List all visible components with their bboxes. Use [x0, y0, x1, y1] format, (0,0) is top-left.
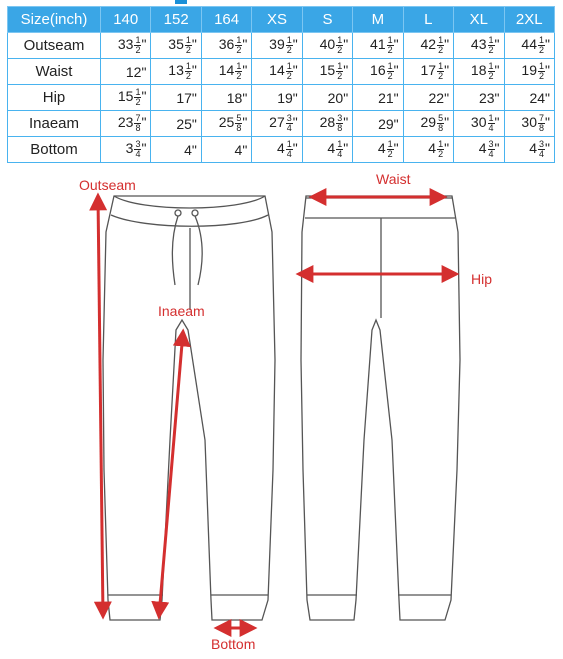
fraction-numerator: 7 [135, 113, 141, 123]
size-header-cell: 140 [101, 7, 151, 33]
fraction-denominator: 4 [286, 123, 292, 133]
whole-number: 18 [470, 62, 487, 79]
fraction-denominator: 8 [236, 123, 242, 133]
whole-number: 4 [478, 140, 487, 157]
table-row [8, 111, 555, 137]
whole-number: 25 [176, 115, 192, 132]
measurement-cell [302, 137, 352, 163]
inch-mark: " [191, 36, 197, 53]
measurement-cell [101, 33, 151, 59]
measurement-cell [252, 59, 302, 85]
fraction [286, 36, 293, 55]
inch-mark: " [343, 89, 349, 106]
fraction-denominator: 2 [185, 45, 191, 55]
measurement-cell [101, 85, 151, 111]
measurement-label: Bottom [8, 137, 101, 163]
inch-mark: " [545, 62, 550, 79]
fraction [286, 114, 293, 133]
inch-mark: " [292, 114, 298, 131]
fraction-denominator: 8 [135, 123, 141, 133]
fraction-denominator: 4 [539, 149, 545, 159]
inch-mark: " [191, 62, 197, 79]
fraction-numerator: 1 [438, 35, 444, 45]
inch-mark: " [191, 141, 197, 158]
measurement-cell [353, 137, 403, 163]
measurement-cell [302, 59, 352, 85]
inch-mark: " [141, 140, 147, 157]
inch-mark: " [292, 62, 298, 79]
whole-number: 15 [117, 88, 134, 105]
fraction-numerator: 1 [387, 35, 393, 45]
fraction-denominator: 4 [337, 149, 343, 159]
inch-mark: " [242, 36, 248, 53]
whole-number: 40 [319, 36, 336, 53]
fraction-denominator: 8 [438, 123, 444, 133]
whole-number: 20 [327, 89, 344, 106]
measurement-cell [151, 33, 201, 59]
whole-number: 3 [125, 140, 134, 157]
size-header-cell: XL [454, 7, 504, 33]
whole-number: 30 [470, 114, 487, 131]
table-row [8, 33, 555, 59]
fraction-numerator: 1 [387, 139, 393, 149]
inch-mark: " [242, 114, 248, 131]
table-header-row [8, 7, 555, 33]
whole-number: 22 [428, 89, 445, 106]
fraction-denominator: 2 [488, 45, 494, 55]
whole-number: 27 [269, 114, 285, 131]
fraction-denominator: 2 [286, 71, 292, 81]
fraction-denominator: 2 [286, 45, 292, 55]
fraction-numerator: 5 [236, 113, 242, 123]
waist-label: Waist [376, 171, 411, 187]
whole-number: 25 [218, 114, 235, 131]
measurement-cell [353, 59, 403, 85]
fraction [488, 62, 495, 81]
fraction-numerator: 1 [135, 35, 141, 45]
measurement-cell [151, 85, 201, 111]
fraction-numerator: 3 [135, 139, 141, 149]
measurement-cell [101, 137, 151, 163]
inseam-arrow [159, 332, 183, 616]
whole-number: 4 [276, 140, 285, 157]
measurement-label: Inaeam [8, 111, 101, 137]
inch-mark: " [494, 140, 500, 157]
whole-number: 14 [269, 62, 285, 79]
inch-mark: " [141, 63, 147, 80]
inch-mark: " [393, 62, 399, 79]
fraction-numerator: 3 [337, 113, 343, 123]
fraction-denominator: 2 [387, 149, 393, 159]
measurement-cell [504, 85, 555, 111]
inch-mark: " [444, 36, 450, 53]
whole-number: 4 [377, 140, 386, 157]
inch-mark: " [444, 140, 450, 157]
measurement-cell [353, 111, 403, 137]
fraction-numerator: 1 [185, 61, 191, 71]
inch-mark: " [494, 62, 500, 79]
fraction-numerator: 1 [236, 61, 242, 71]
drawstring-eyelet-right [192, 210, 198, 216]
fraction-denominator: 2 [539, 71, 545, 81]
fraction-numerator: 1 [185, 35, 191, 45]
fraction-numerator: 1 [438, 61, 444, 71]
fraction [538, 36, 545, 55]
measurement-cell [504, 137, 555, 163]
measurement-cell [403, 85, 453, 111]
inch-mark: " [343, 36, 349, 53]
whole-number: 4 [428, 140, 437, 157]
table-row [8, 59, 555, 85]
fraction-numerator: 3 [539, 139, 545, 149]
measurement-cell [504, 59, 555, 85]
fraction-numerator: 1 [286, 139, 292, 149]
fraction [387, 62, 394, 81]
fraction [185, 36, 192, 55]
inch-mark: " [242, 62, 248, 79]
size-unit-header: Size(inch) [8, 7, 101, 33]
fraction-numerator: 3 [286, 113, 292, 123]
fraction-denominator: 2 [387, 45, 393, 55]
fraction [185, 62, 192, 81]
whole-number: 21 [378, 89, 394, 106]
inch-mark: " [545, 36, 550, 53]
measurement-cell [201, 59, 251, 85]
measurement-cell [201, 33, 251, 59]
whole-number: 19 [277, 89, 293, 106]
measurement-cell [454, 137, 504, 163]
fraction-denominator: 2 [539, 45, 545, 55]
whole-number: 33 [117, 36, 134, 53]
measurement-label: Waist [8, 59, 101, 85]
whole-number: 16 [370, 62, 386, 79]
size-header-cell: L [403, 7, 453, 33]
pants-measurement-diagram [0, 160, 563, 659]
whole-number: 44 [521, 36, 537, 53]
fraction-numerator: 1 [539, 35, 545, 45]
bottom-label: Bottom [211, 636, 256, 652]
measurement-cell [252, 85, 302, 111]
whole-number: 4 [327, 140, 336, 157]
whole-number: 4 [234, 141, 243, 158]
fraction [286, 62, 293, 81]
measurement-cell [252, 137, 302, 163]
fraction-denominator: 8 [337, 123, 343, 133]
table-row [8, 137, 555, 163]
whole-number: 17 [420, 62, 437, 79]
inch-mark: " [191, 89, 197, 106]
fraction-denominator: 2 [438, 71, 444, 81]
measurement-cell [504, 111, 555, 137]
fraction-numerator: 1 [488, 61, 494, 71]
measurement-cell [201, 137, 251, 163]
inch-mark: " [242, 89, 248, 106]
whole-number: 29 [420, 114, 437, 131]
pants-back-view [301, 196, 460, 620]
fraction-denominator: 4 [488, 149, 494, 159]
hip-label: Hip [471, 271, 493, 287]
whole-number: 19 [521, 62, 537, 79]
whole-number: 15 [319, 62, 336, 79]
whole-number: 13 [168, 62, 184, 79]
fraction [488, 36, 495, 55]
size-header-cell: XS [252, 7, 302, 33]
measurement-cell [151, 111, 201, 137]
fraction-numerator: 7 [539, 113, 545, 123]
size-header-cell: 152 [151, 7, 201, 33]
measurement-cell [353, 33, 403, 59]
whole-number: 23 [478, 89, 495, 106]
measurement-cell [454, 85, 504, 111]
whole-number: 42 [420, 36, 437, 53]
measurement-label: Hip [8, 85, 101, 111]
inch-mark: " [393, 36, 399, 53]
fraction-numerator: 1 [337, 35, 343, 45]
fraction-numerator: 1 [286, 61, 292, 71]
inch-mark: " [393, 89, 399, 106]
fraction-numerator: 1 [135, 87, 141, 97]
inch-mark: " [292, 89, 298, 106]
fraction [488, 114, 495, 133]
fraction-denominator: 2 [135, 97, 141, 107]
fraction-denominator: 2 [236, 45, 242, 55]
measurement-cell [201, 85, 251, 111]
whole-number: 17 [176, 89, 192, 106]
size-header-cell: 2XL [504, 7, 555, 33]
fraction-numerator: 3 [488, 139, 494, 149]
fraction-denominator: 4 [488, 123, 494, 133]
size-header-cell: S [302, 7, 352, 33]
pants-front-view [103, 196, 275, 620]
measurement-cell [504, 33, 555, 59]
inch-mark: " [444, 114, 450, 131]
fraction-numerator: 1 [438, 139, 444, 149]
front-waistband [111, 196, 268, 226]
inch-mark: " [141, 36, 147, 53]
whole-number: 24 [529, 89, 546, 106]
inch-mark: " [141, 88, 147, 105]
measurement-cell [101, 59, 151, 85]
fraction [538, 140, 545, 159]
inch-mark: " [292, 36, 298, 53]
fraction-numerator: 1 [337, 139, 343, 149]
fraction-denominator: 4 [135, 149, 141, 159]
whole-number: 41 [370, 36, 386, 53]
measurement-cell [101, 111, 151, 137]
fraction-numerator: 5 [438, 113, 444, 123]
measurement-cell [403, 33, 453, 59]
fraction-denominator: 2 [337, 45, 343, 55]
fraction-numerator: 1 [286, 35, 292, 45]
fraction [387, 36, 394, 55]
inch-mark: " [292, 140, 298, 157]
inch-mark: " [343, 114, 349, 131]
fraction-denominator: 2 [438, 149, 444, 159]
measurement-cell [252, 33, 302, 59]
inch-mark: " [545, 89, 550, 106]
fraction-denominator: 2 [337, 71, 343, 81]
inch-mark: " [343, 140, 349, 157]
drawstring-eyelet-left [175, 210, 181, 216]
fraction-numerator: 1 [488, 35, 494, 45]
size-header-cell: 164 [201, 7, 251, 33]
front-outline [103, 196, 275, 620]
measurement-cell [151, 59, 201, 85]
measurement-cell [454, 59, 504, 85]
whole-number: 12 [125, 63, 142, 80]
measurement-label: Outseam [8, 33, 101, 59]
fraction-denominator: 2 [387, 71, 393, 81]
fraction [286, 140, 293, 159]
fraction-numerator: 1 [236, 35, 242, 45]
whole-number: 35 [168, 36, 184, 53]
measurement-cell [252, 111, 302, 137]
table-row [8, 85, 555, 111]
whole-number: 18 [226, 89, 243, 106]
inch-mark: " [494, 114, 500, 131]
inch-mark: " [343, 62, 349, 79]
measurement-cell [454, 33, 504, 59]
top-edge-accent [175, 0, 187, 4]
measurement-cell [302, 111, 352, 137]
inseam-label: Inaeam [158, 303, 205, 319]
fraction-denominator: 2 [488, 71, 494, 81]
measurement-cell [201, 111, 251, 137]
inch-mark: " [444, 89, 450, 106]
fraction-numerator: 1 [337, 61, 343, 71]
inch-mark: " [393, 140, 399, 157]
fraction [538, 114, 545, 133]
inch-mark: " [545, 140, 550, 157]
size-header-cell: M [353, 7, 403, 33]
measurement-cell [353, 85, 403, 111]
measurement-cell [302, 85, 352, 111]
outseam-arrow [98, 196, 103, 616]
outseam-label: Outseam [79, 177, 136, 193]
measurement-cell [302, 33, 352, 59]
fraction-denominator: 2 [135, 45, 141, 55]
inch-mark: " [545, 114, 550, 131]
back-waistband [305, 198, 455, 218]
fraction-denominator: 2 [236, 71, 242, 81]
whole-number: 39 [269, 36, 285, 53]
fraction-denominator: 2 [185, 71, 191, 81]
inch-mark: " [494, 89, 500, 106]
measurement-cell [454, 111, 504, 137]
fraction [387, 140, 394, 159]
measurement-cell [403, 111, 453, 137]
fraction-numerator: 1 [488, 113, 494, 123]
inch-mark: " [393, 115, 399, 132]
whole-number: 23 [117, 114, 134, 131]
whole-number: 43 [470, 36, 487, 53]
inch-mark: " [141, 114, 147, 131]
whole-number: 4 [529, 140, 537, 157]
fraction-denominator: 8 [539, 123, 545, 133]
size-chart-table [7, 6, 555, 163]
measurement-cell [403, 59, 453, 85]
inch-mark: " [444, 62, 450, 79]
fraction-denominator: 4 [286, 149, 292, 159]
whole-number: 30 [521, 114, 537, 131]
fraction [538, 62, 545, 81]
inch-mark: " [494, 36, 500, 53]
inch-mark: " [191, 115, 197, 132]
fraction-numerator: 1 [387, 61, 393, 71]
whole-number: 4 [184, 141, 192, 158]
measurement-cell [403, 137, 453, 163]
whole-number: 36 [218, 36, 235, 53]
measurement-cell [151, 137, 201, 163]
whole-number: 14 [218, 62, 235, 79]
fraction-numerator: 1 [539, 61, 545, 71]
whole-number: 29 [378, 115, 394, 132]
whole-number: 28 [319, 114, 336, 131]
fraction-denominator: 2 [438, 45, 444, 55]
inch-mark: " [242, 141, 248, 158]
fraction [488, 140, 495, 159]
